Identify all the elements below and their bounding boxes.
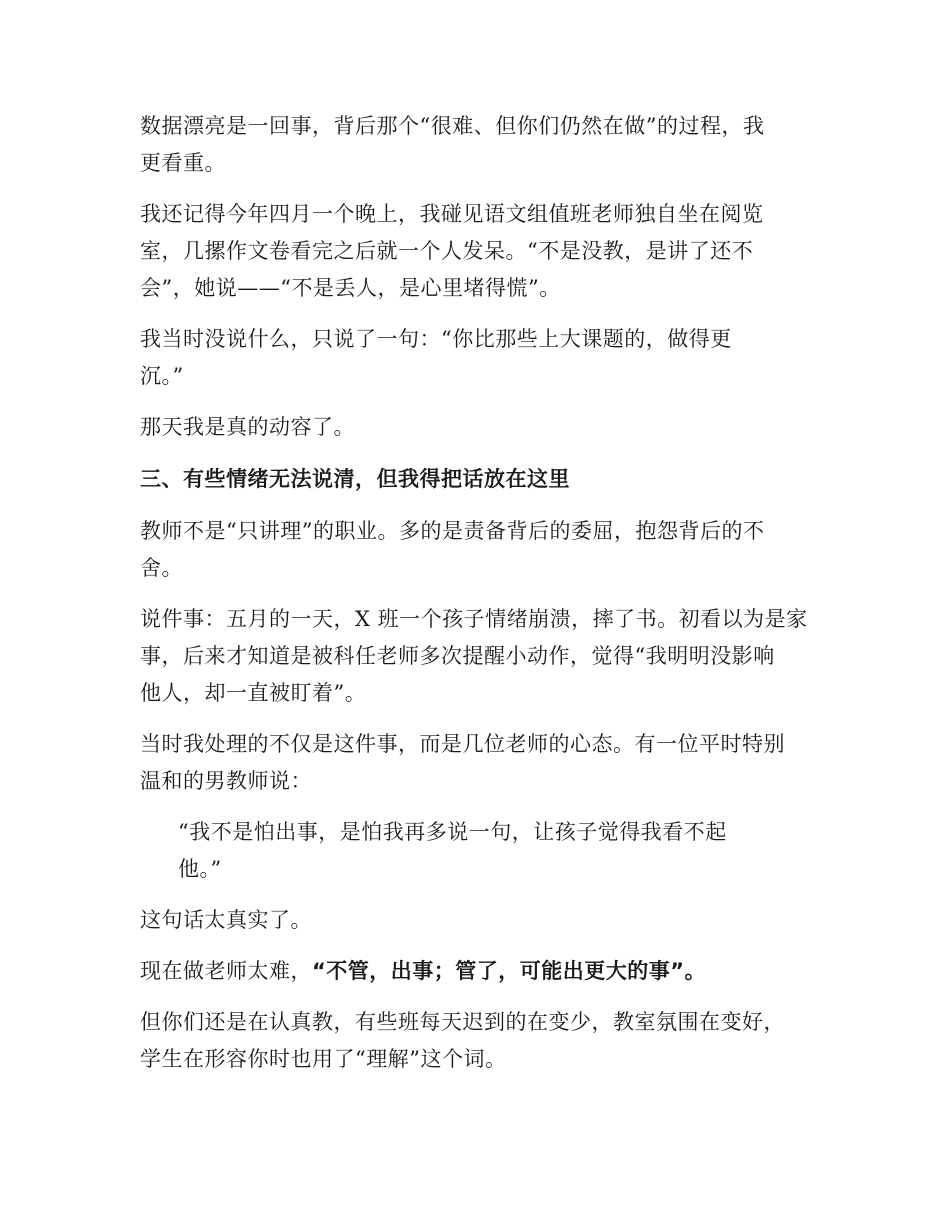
paragraph-3-line-1: 我当时没说什么，只说了一句：“你比那些上大课题的，做得更 [140,327,732,351]
paragraph-6-line-2: 事，后来才知道是被科任老师多次提醒小动作，觉得“我明明没影响 [140,644,775,668]
paragraph-9-bold-quote: “不管，出事；管了，可能出更大的事”。 [312,959,707,983]
paragraph-6-line-1: 说件事：五月的一天，X 班一个孩子情绪崩溃，摔了书。初看以为是家 [140,607,808,631]
paragraph-5-line-1: 教师不是“只讲理”的职业。多的是责备背后的委屈，抱怨背后的不 [140,519,765,543]
quote-line-1: “我不是怕出事，是怕我再多说一句，让孩子觉得我看不起 [178,820,727,844]
paragraph-7-line-2: 温和的男教师说： [140,769,312,793]
paragraph-2-line-3: 会”，她说——“不是丢人，是心里堵得慌”。 [140,276,561,300]
paragraph-10-line-2: 学生在形容你时也用了“理解”这个词。 [140,1047,507,1071]
paragraph-10-line-1: 但你们还是在认真教，有些班每天迟到的在变少，教室氛围在变好， [140,1010,785,1034]
paragraph-8-line-1: 这句话太真实了。 [140,908,312,932]
paragraph-2-line-2: 室，几摞作文卷看完之后就一个人发呆。“不是没教，是讲了还不 [140,239,754,263]
paragraph-7-line-1: 当时我处理的不仅是这件事，而是几位老师的心态。有一位平时特别 [140,732,785,756]
paragraph-3-line-2: 沉。” [140,364,184,388]
quote-line-2: 他。” [178,857,222,881]
section-heading: 三、有些情绪无法说清，但我得把话放在这里 [140,467,570,491]
paragraph-6-line-3: 他人，却一直被盯着”。 [140,681,367,705]
paragraph-9-text: 现在做老师太难， [140,959,312,983]
paragraph-9-line-1 [140,956,706,986]
paragraph-2-line-1: 我还记得今年四月一个晚上，我碰见语文组值班老师独自坐在阅览 [140,202,764,226]
paragraph-4-line-1: 那天我是真的动容了。 [140,415,355,439]
paragraph-1-line-2: 更看重。 [140,151,226,175]
paragraph-1-line-1: 数据漂亮是一回事，背后那个“很难、但你们仍然在做”的过程，我 [140,114,765,138]
paragraph-5-line-2: 舍。 [140,556,183,580]
